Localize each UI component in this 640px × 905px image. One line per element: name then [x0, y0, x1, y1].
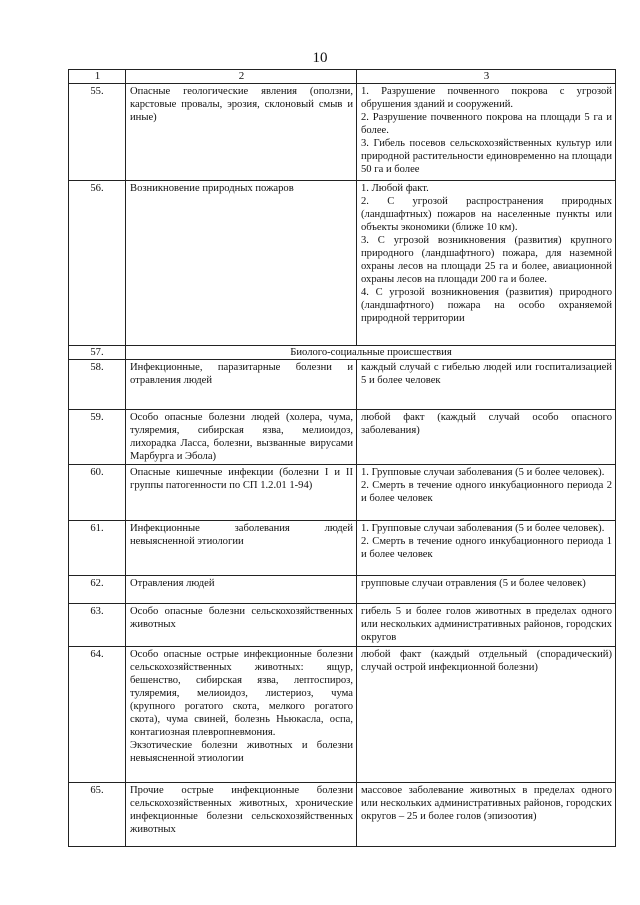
event-type: Особо опасные болезни людей (холера, чума, туляремия, сибирская язва, мелиоидоз, лихорадка Ласса, болезни, вызванные вирусами Марбурга и Эбола)	[126, 410, 357, 465]
criterion: любой факт (каждый отдельный (спорадический) случай острой инфекционной болезни)	[361, 649, 612, 673]
criterion: 4. С угрозой возникновения (развития) природного (ландшафтного) пожара на особо охраняемой природной территории	[361, 287, 612, 324]
criteria-cell	[357, 576, 616, 604]
row-number: 61.	[69, 521, 126, 576]
criterion: 1. Разрушение почвенного покрова с угрозой обрушения зданий и сооружений.	[361, 86, 612, 110]
event-type: Прочие острые инфекционные болезни сельскохозяйственных животных, хронические инфекционные болезни сельскохозяйственных животных	[126, 783, 357, 847]
event-type: Опасные кишечные инфекции (болезни I и II группы патогенности по СП 1.2.01 1-94)	[126, 465, 357, 521]
criteria-cell	[357, 521, 616, 576]
row-number: 62.	[69, 576, 126, 604]
table-row	[69, 181, 616, 346]
criterion: любой факт (каждый случай особо опасного заболевания)	[361, 412, 612, 436]
criterion: 1. Групповые случаи заболевания (5 и более человек).	[361, 467, 605, 478]
event-type: Особо опасные болезни сельскохозяйственных животных	[126, 604, 357, 647]
section-row	[69, 346, 616, 360]
criteria-cell	[357, 181, 616, 346]
table-row	[69, 410, 616, 465]
table-row	[69, 521, 616, 576]
criteria-cell	[357, 604, 616, 647]
row-number: 56.	[69, 181, 126, 346]
criteria-cell	[357, 783, 616, 847]
criterion: массовое заболевание животных в пределах одного или нескольких административных районов, городских округов – 25 и более голов (эпизоотия)	[361, 785, 612, 822]
table-row	[69, 783, 616, 847]
criterion: каждый случай с гибелью людей или госпитализацией 5 и более человек	[361, 362, 612, 386]
table-row	[69, 84, 616, 181]
criterion: 3. Гибель посевов сельскохозяйственных культур или природной растительности единовременно на площади 50 га и более	[361, 138, 612, 175]
event-type-text: Особо опасные острые инфекционные болезни сельскохозяйственных животных: ящур, бешенство, сибирская язва, лептоспироз, туляремия, мелиоидоз, листериоз, чума (крупного рогатого скота, мелкого рогатого скота), чума свиней, болезнь Ньюкасла, оспа, контагиозная плевропневмония.	[130, 649, 353, 738]
criterion: 2. Смерть в течение одного инкубационного периода 1 и более человек	[361, 536, 612, 560]
criterion: 1. Любой факт.	[361, 183, 429, 194]
table-row	[69, 604, 616, 647]
event-type: Опасные геологические явления (оползни, карстовые провалы, эрозия, склоновый смыв и иные)	[126, 84, 357, 181]
event-type-text: Экзотические болезни животных и болезни невыясненной этиологии	[130, 740, 353, 764]
table-header-row	[69, 70, 616, 84]
criterion: групповые случаи отравления (5 и более человек)	[361, 578, 586, 589]
event-type: Возникновение природных пожаров	[126, 181, 357, 346]
section-title: Биолого-социальные происшествия	[126, 346, 616, 360]
page-number: 10	[312, 50, 328, 66]
column-header: 2	[126, 70, 357, 84]
table-row	[69, 465, 616, 521]
event-type: Инфекционные заболевания людей невыясненной этиологии	[126, 521, 357, 576]
criterion: 2. Разрушение почвенного покрова на площади 5 га и более.	[361, 112, 612, 136]
criteria-cell	[357, 84, 616, 181]
criteria-cell	[357, 360, 616, 410]
criterion: 2. Смерть в течение одного инкубационного периода 2 и более человек	[361, 480, 612, 504]
criteria-cell	[357, 465, 616, 521]
event-type	[126, 647, 357, 783]
row-number: 55.	[69, 84, 126, 181]
event-type: Инфекционные, паразитарные болезни и отравления людей	[126, 360, 357, 410]
criterion: гибель 5 и более голов животных в пределах одного или нескольких административных районов, городских округов	[361, 606, 612, 643]
table-row	[69, 576, 616, 604]
criteria-cell	[357, 647, 616, 783]
column-header: 3	[357, 70, 616, 84]
criterion: 2. С угрозой распространения природных (ландшафтных) пожаров на населенные пункты или объекты экономики (ближе 10 км).	[361, 196, 612, 233]
event-type: Отравления людей	[126, 576, 357, 604]
emergency-criteria-table	[68, 69, 616, 847]
row-number: 65.	[69, 783, 126, 847]
row-number: 57.	[69, 346, 126, 360]
table-row	[69, 360, 616, 410]
column-header: 1	[69, 70, 126, 84]
row-number: 58.	[69, 360, 126, 410]
row-number: 64.	[69, 647, 126, 783]
row-number: 59.	[69, 410, 126, 465]
criteria-cell	[357, 410, 616, 465]
table-row	[69, 647, 616, 783]
criterion: 1. Групповые случаи заболевания (5 и более человек).	[361, 523, 605, 534]
row-number: 60.	[69, 465, 126, 521]
criterion: 3. С угрозой возникновения (развития) крупного природного (ландшафтного) пожара, для наземной охраны лесов на площади 25 га и более, авиационной охраны лесов на площади 200 га и более.	[361, 235, 612, 285]
row-number: 63.	[69, 604, 126, 647]
